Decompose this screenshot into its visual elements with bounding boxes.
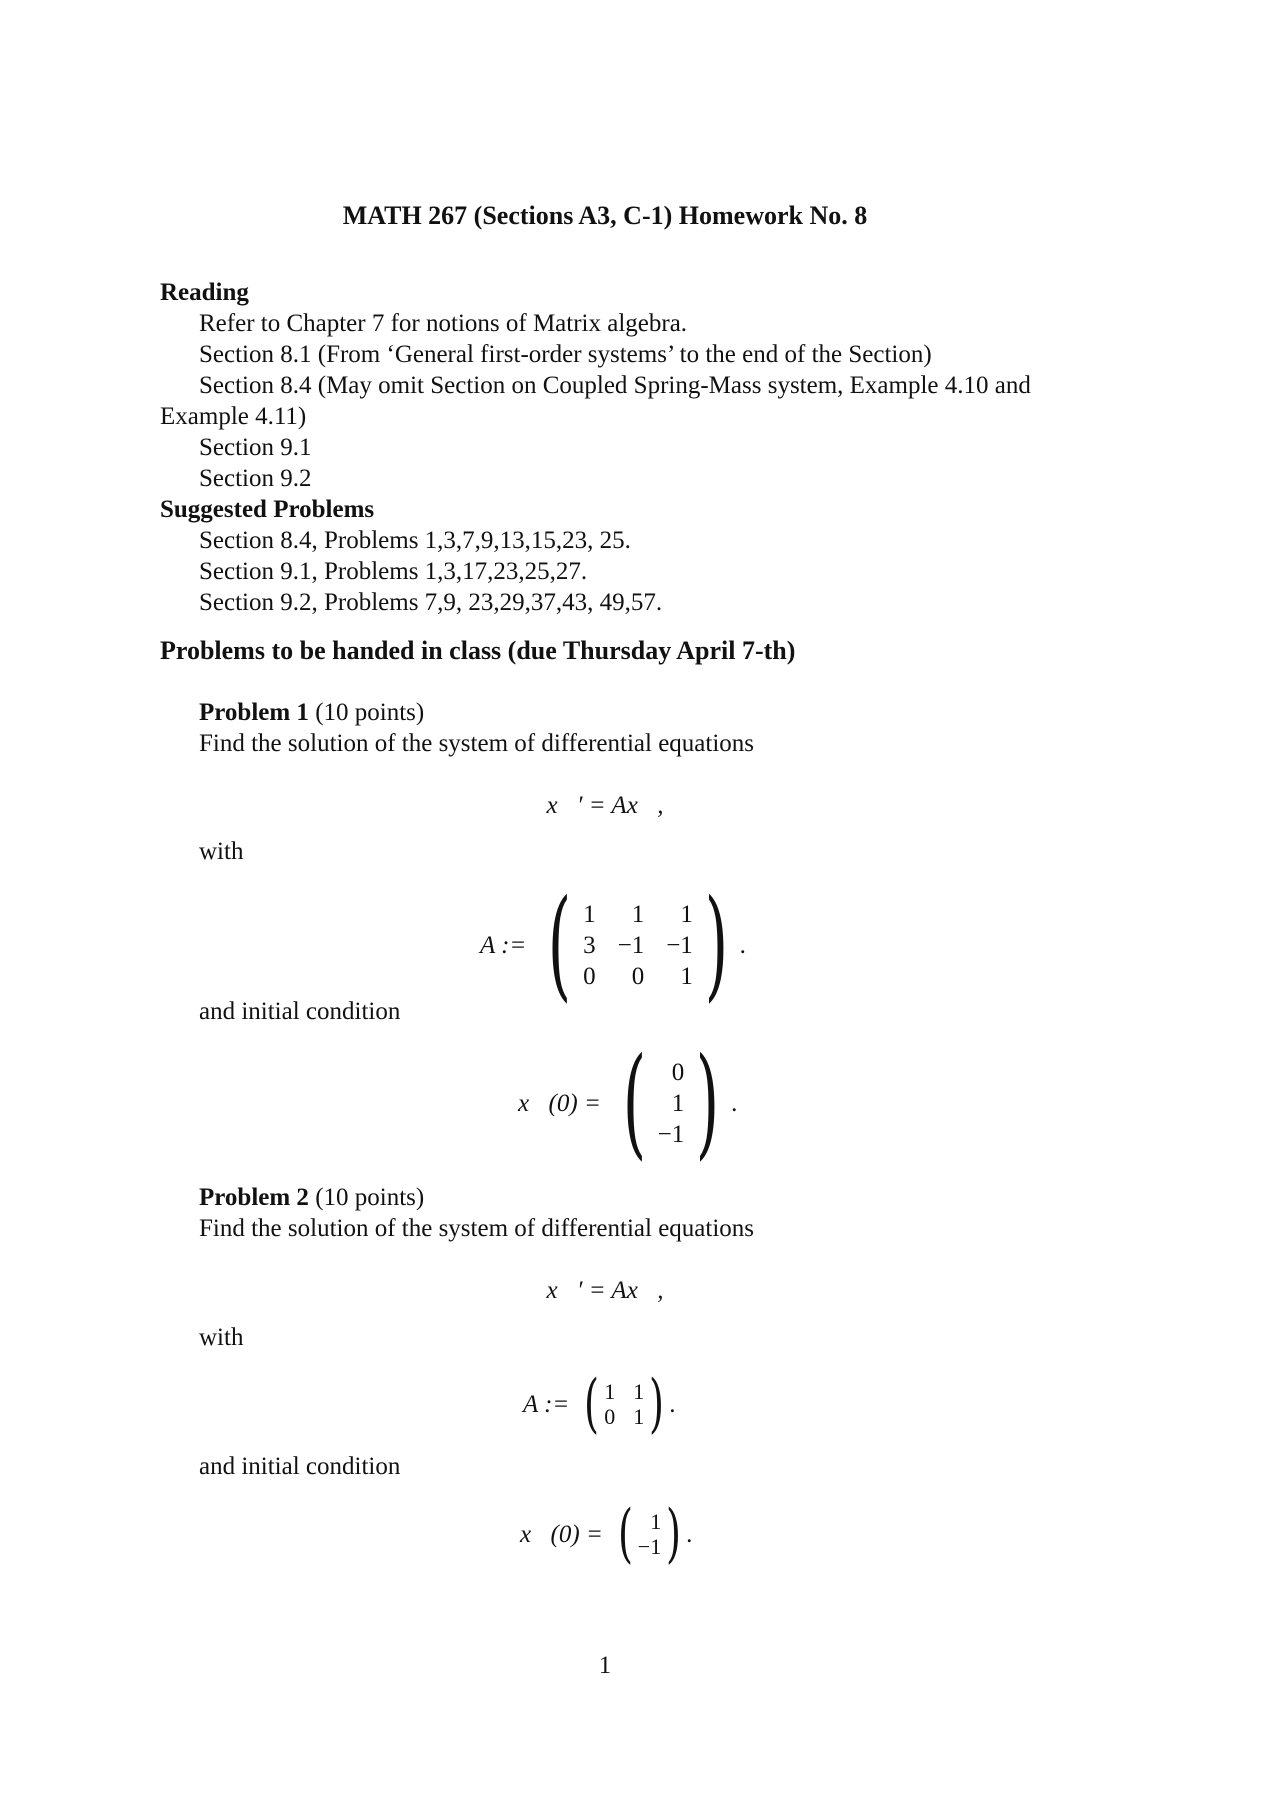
matrix-cell: 1 <box>680 900 693 928</box>
problem-2-matrix-equation <box>523 1367 676 1441</box>
matrix-a <box>604 1379 644 1429</box>
right-paren: ) <box>695 1033 720 1172</box>
right-paren: ) <box>704 875 728 1014</box>
matrix-cell: 1 <box>633 1404 645 1429</box>
vector-cell: 1 <box>650 1509 662 1534</box>
suggested-heading: Suggested Problems <box>160 496 375 523</box>
suggested-line: Section 9.1, Problems 1,3,17,23,25,27. <box>199 558 588 585</box>
vector-cell: −1 <box>637 1534 662 1559</box>
problem-1-initial-text: and initial condition <box>199 998 401 1025</box>
initial-vector <box>638 1509 661 1559</box>
period: . <box>669 1390 676 1418</box>
matrix-cell: 1 <box>633 1379 645 1404</box>
problem-1-equation: x⃗′ = Ax⃗, <box>546 792 664 819</box>
problem-1-header <box>160 697 1159 759</box>
period: . <box>731 1089 738 1117</box>
left-paren: ( <box>547 875 572 1014</box>
vector-cell: 0 <box>671 1058 685 1086</box>
reading-line: Refer to Chapter 7 for notions of Matrix algebra. <box>199 310 688 337</box>
right-paren: ) <box>666 1497 682 1571</box>
right-paren: ) <box>649 1367 665 1441</box>
problem-1-with: with <box>199 838 244 865</box>
suggested-line: Section 8.4, Problems 1,3,7,9,13,15,23, 25. <box>199 527 631 554</box>
matrix-cell: 1 <box>604 1379 616 1404</box>
problem-2-initial-text: and initial condition <box>199 1453 401 1480</box>
matrix-cell: −1 <box>617 931 645 959</box>
reading-line: Section 9.1 <box>199 434 312 461</box>
problem-1-matrix-equation <box>480 875 746 1014</box>
matrix-a <box>583 899 693 992</box>
problem-label: Problem 1 <box>199 699 309 726</box>
matrix-cell: 0 <box>631 962 645 990</box>
matrix-label: A := <box>480 931 527 959</box>
matrix-cell: 1 <box>631 900 645 928</box>
reading-line: Section 9.2 <box>199 465 312 492</box>
matrix-cell: −1 <box>666 931 693 959</box>
problem-points: (10 points) <box>315 699 425 726</box>
problem-2-with: with <box>199 1324 244 1351</box>
initial-label: x⃗(0) = <box>520 1520 603 1548</box>
suggested-line: Section 9.2, Problems 7,9, 23,29,37,43, 49,57. <box>199 589 663 616</box>
matrix-cell: 0 <box>604 1404 616 1429</box>
matrix-cell: 1 <box>583 900 596 928</box>
reading-section <box>160 277 1120 494</box>
problem-points: (10 points) <box>315 1184 425 1211</box>
reading-heading: Reading <box>160 279 249 306</box>
problem-label: Problem 2 <box>199 1184 309 1211</box>
problem-2-header <box>160 1182 1159 1244</box>
reading-line: Section 8.1 (From ‘General first-order systems’ to the end of the Section) <box>199 341 932 368</box>
matrix-cell: 1 <box>680 962 693 990</box>
left-paren: ( <box>584 1367 600 1441</box>
vector-cell: 1 <box>671 1089 685 1117</box>
problem-statement: Find the solution of the system of differential equations <box>199 1215 755 1242</box>
period: . <box>739 931 746 959</box>
reading-line: Section 8.4 (May omit Section on Coupled Spring-Mass system, Example 4.10 and Example 4.11) <box>160 372 1031 430</box>
suggested-section <box>160 494 1120 618</box>
matrix-label: A := <box>523 1390 570 1418</box>
page-title: MATH 267 (Sections A3, C-1) Homework No. 8 <box>342 201 868 230</box>
problem-2-initial-equation <box>520 1497 693 1571</box>
problem-statement: Find the solution of the system of differential equations <box>199 730 755 757</box>
left-paren: ( <box>617 1497 633 1571</box>
left-paren: ( <box>622 1033 646 1172</box>
period: . <box>686 1520 693 1548</box>
handin-heading: Problems to be handed in class (due Thursday April 7-th) <box>160 636 796 665</box>
initial-label: x⃗(0) = <box>518 1089 601 1117</box>
initial-vector <box>658 1057 685 1150</box>
matrix-cell: 3 <box>583 931 596 959</box>
problem-2-equation: x⃗′ = Ax⃗, <box>546 1277 664 1304</box>
page-number: 1 <box>598 1652 612 1679</box>
matrix-cell: 0 <box>583 962 596 990</box>
problem-1-initial-equation <box>518 1033 738 1172</box>
vector-cell: −1 <box>657 1120 685 1148</box>
